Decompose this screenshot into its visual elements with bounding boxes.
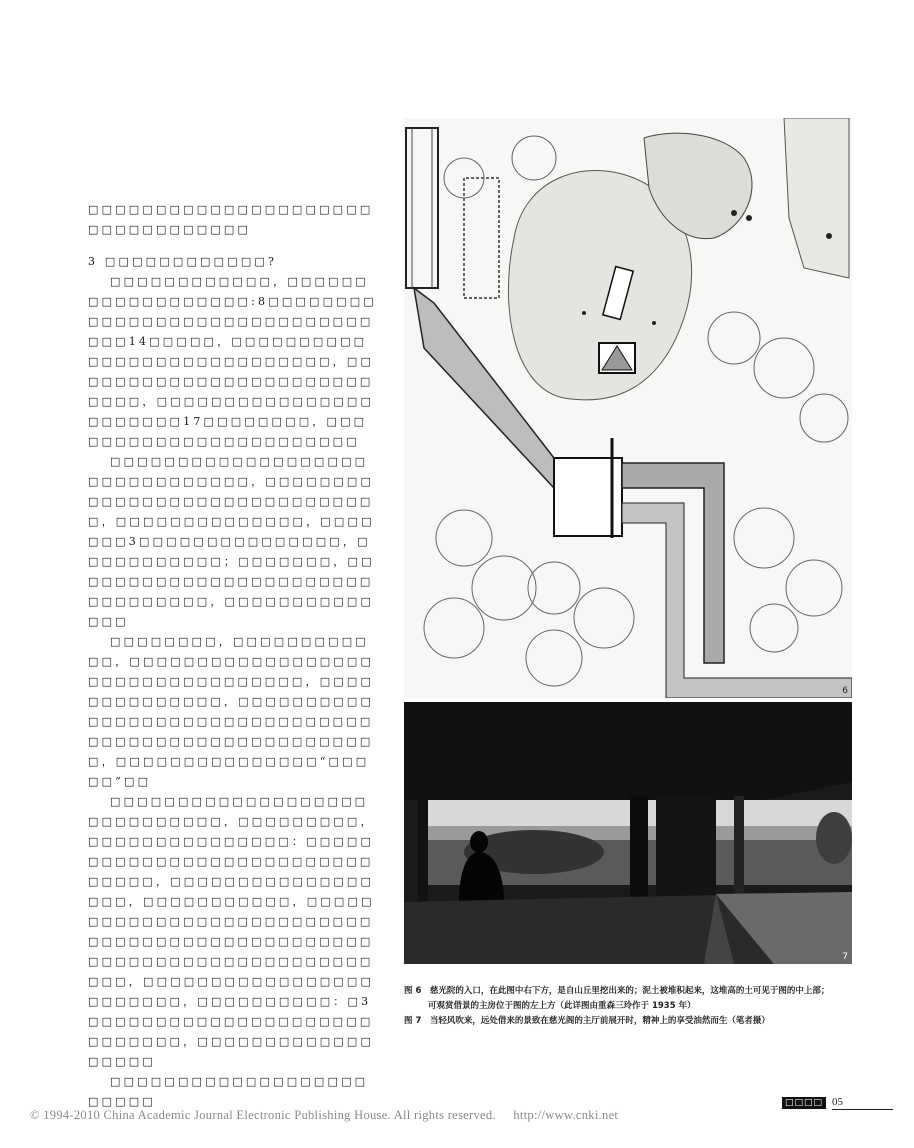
journal-tag: □□□□ <box>782 1097 826 1109</box>
veranda-photo <box>404 702 852 964</box>
paragraph-5: □□□□□□□□□□□□□□□□□□□□□□□□ <box>88 1075 369 1108</box>
body-text-column <box>88 200 378 1112</box>
section-heading: 3 □□□□□□□□□□□□? <box>88 255 278 268</box>
figure-captions <box>404 984 854 1029</box>
paragraph-3: □□□□□□□□，□□□□□□□□□□□□，□□□□□□□□□□□□□□□□□□□□□□□□□□□□□□□□□□，□□□□□□□□□□□□□□，□□□□□□□□□□□□□□□□□□□□□□□□□□□□□□□□□□□□□□□□□□□□□□□□□□□□□，□□□□□□□□□□□□□□□“□□□□□”□□ <box>88 635 375 788</box>
site-plan-drawing <box>404 118 852 698</box>
figure-6-number: 6 <box>842 686 848 696</box>
footer-url[interactable]: http://www.cnki.net <box>513 1108 619 1122</box>
figure-7-number: 7 <box>842 952 848 962</box>
caption-fig7: 图 7 当轻风吹来，远处借来的景致在慈光阁的主厅前展开时，精神上的享受油然而生（笔者摄） <box>404 1016 770 1026</box>
caption-fig6-line1: 图 6 慈光院的入口，在此图中右下方，是自山丘里挖出来的；泥土被堆积起来，这堆高的土可见于图的中上部； <box>404 986 830 996</box>
copyright-footer <box>30 1108 618 1123</box>
paragraph-0: □□□□□□□□□□□□□□□□□□□□□□□□□□□□□□□□□ <box>88 203 374 236</box>
paragraph-4: □□□□□□□□□□□□□□□□□□□□□□□□□□□□□，□□□□□□□□□，□□□□□□□□□□□□□□□：□□□□□□□□□□□□□□□□□□□□□□□□□□□□□□□，□□□□□□□□□□□□□□□□□□，□□□□□□□□□□□，□□□□□□□□□□□□□□□□□□□□□□□□□□□□□□□□□□□□□□□□□□□□□□□□□□□□□□□□□□□□□□□□□□□□□□□，□□□□□□□□□□□□□□□□□□□□□□□□，□□□□□□□□□□：□3□□□□□□□□□□□□□□□□□□□□□□□□□□□□，□□□□□□□□□□□□□□□□□□ <box>88 795 375 1068</box>
page-number-box <box>782 1096 893 1110</box>
figure-6-site-plan <box>404 118 852 698</box>
paragraph-1: □□□□□□□□□□□□，□□□□□□□□□□□□□□□□□□:8□□□□□□□□□□□□□□□□□□□□□□□□□□□□□□□□14□□□□□，□□□□□□□□□□□□□□□□□□□□□□□□□□□□，□□□□□□□□□□□□□□□□□□□□□□□□□□□，□□□□□□□□□□□□□□□□□□□□□□□17□□□□□□□□，□□□□□□□□□□□□□□□□□□□□□□□ <box>88 275 377 448</box>
figure-7-photo <box>404 702 852 964</box>
caption-fig6-line2: 可观赏借景的主房位于图的左上方（此详图由重森三玲作于 1935 年） <box>428 1001 696 1011</box>
paragraph-2: □□□□□□□□□□□□□□□□□□□□□□□□□□□□□□□，□□□□□□□□□□□□□□□□□□□□□□□□□□□□□□，□□□□□□□□□□□□□□，□□□□□□□3□□□□□□□□□□□□□□□，□□□□□□□□□□□；□□□□□□□，□□□□□□□□□□□□□□□□□□□□□□□□□□□□□□□□，□□□□□□□□□□□□□□ <box>88 455 375 628</box>
page-number: 05 <box>832 1096 893 1110</box>
copyright-text: © 1994-2010 China Academic Journal Electronic Publishing House. All rights reserved. <box>30 1108 496 1122</box>
